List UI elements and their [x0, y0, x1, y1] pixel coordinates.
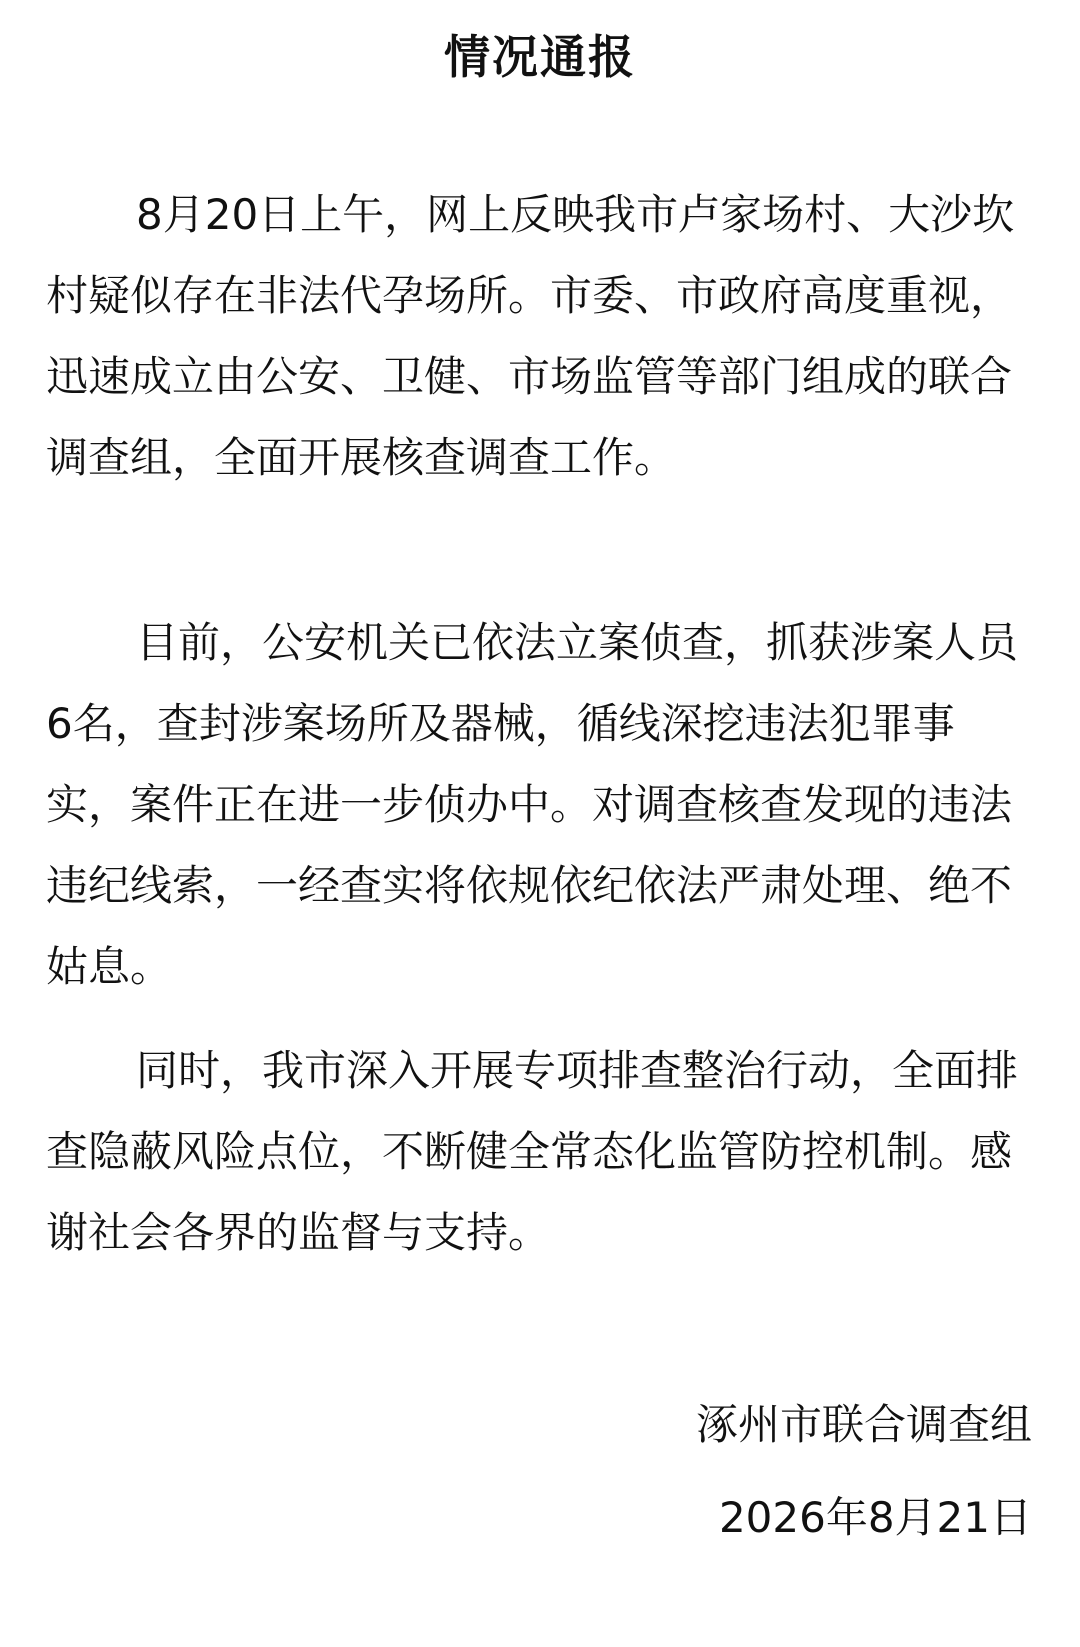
signature-date: 2026年8月21日	[718, 1493, 1032, 1542]
paragraph-1: 8月20日上午，网上反映我市卢家场村、大沙坎村疑似存在非法代孕场所。市委、市政府高度重视，迅速成立由公安、卫健、市场监管等部门组成的联合调查组，全面开展核查调查工作。	[46, 190, 1015, 482]
notice-title: 情况通报	[444, 30, 636, 84]
paragraph-3: 同时，我市深入开展专项排查整治行动，全面排查隐蔽风险点位，不断健全常态化监管防控机制。感谢社会各界的监督与支持。	[46, 1046, 1019, 1257]
signature-organization: 涿州市联合调查组	[695, 1400, 1032, 1449]
paragraph-2: 目前，公安机关已依法立案侦查，抓获涉案人员6名，查封涉案场所及器械，循线深挖违法犯罪事实，案件正在进一步侦办中。对调查核查发现的违法违纪线索，一经查实将依规依纪依法严肃处理、绝不姑息。	[46, 618, 1019, 991]
